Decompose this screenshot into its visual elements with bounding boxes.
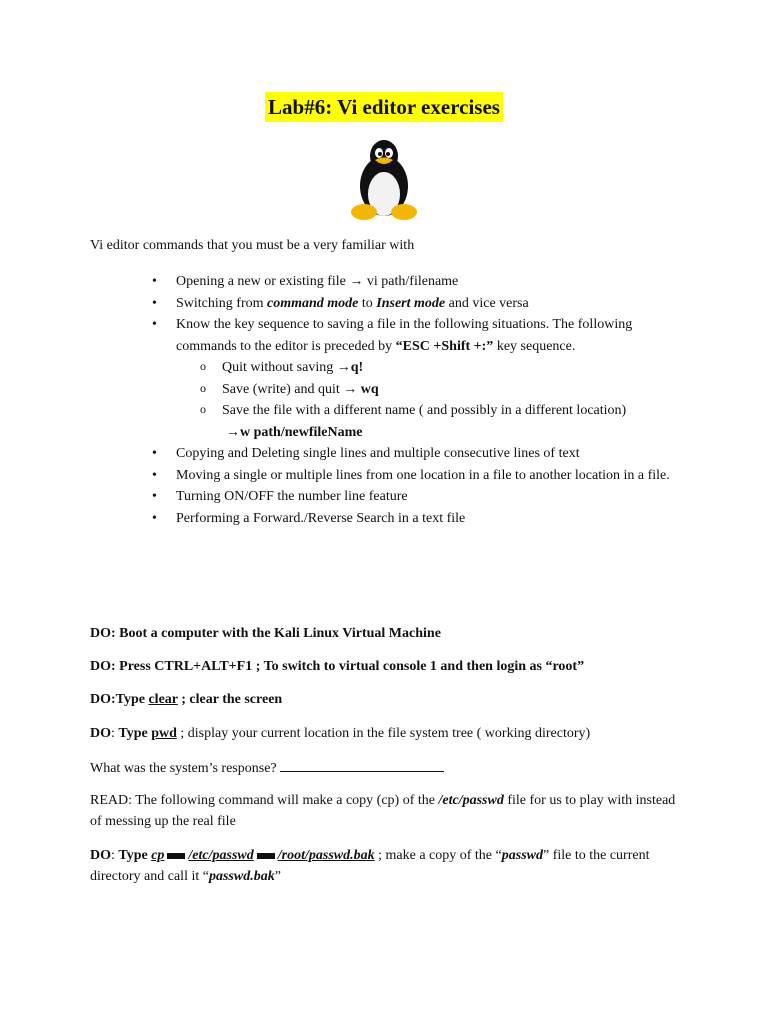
separator: : — [111, 726, 119, 741]
item-text: Quit without saving — [222, 360, 337, 375]
tux-penguin-logo — [344, 138, 424, 222]
command-cp: cp — [151, 848, 165, 863]
separator: : — [111, 848, 119, 863]
list-item: • Turning ON/OFF the number line feature — [148, 486, 688, 508]
item-emphasis: “ESC +Shift +:” — [395, 338, 494, 354]
file-name: passwd.bak — [208, 869, 275, 884]
item-text: to — [358, 295, 377, 311]
read-text: file for us to play with instead of messing up the real file — [90, 793, 676, 829]
commands-list — [148, 271, 688, 529]
item-emphasis: command mode — [267, 295, 359, 311]
command-clear: clear — [148, 692, 178, 707]
do-label: DO — [90, 848, 111, 863]
item-command: q! — [350, 360, 364, 375]
space-marker — [167, 853, 185, 859]
sub-list-item — [198, 379, 688, 401]
item-text: Opening a new or existing file — [176, 274, 350, 289]
arrow-icon: → — [343, 381, 358, 397]
arrow-icon: → — [336, 360, 351, 375]
item-text: Save the file with a different name ( and possibly in a different location) — [222, 403, 627, 418]
do-clear-instruction — [90, 689, 282, 710]
read-note — [90, 790, 690, 832]
item-command: vi path/filename — [366, 274, 459, 289]
file-name: passwd — [501, 848, 543, 863]
item-command: wq — [357, 381, 379, 397]
arrow-icon: → — [349, 274, 364, 289]
instruction-text: ; make a copy of the “ — [374, 848, 502, 863]
command-dest-path: /root/passwd.bak — [277, 848, 375, 863]
instruction-text: ” file to the current directory and call it “ — [90, 848, 650, 884]
command-source-path: /etc/passwd — [188, 848, 254, 863]
do-boot-instruction: DO: Boot a computer with the Kali Linux Virtual Machine — [90, 626, 441, 641]
intro-text: Vi editor commands that you must be a very familiar with — [90, 238, 415, 253]
read-text: READ: The following command will make a copy (cp) of the — [90, 793, 439, 808]
arrow-icon: → — [226, 424, 240, 440]
type-label: Type — [118, 726, 152, 741]
question-text: What was the system’s response? — [90, 761, 281, 776]
space-marker — [257, 853, 275, 859]
item-text: Switching from — [176, 295, 267, 311]
sub-list-item — [198, 400, 688, 443]
instruction-text: ; clear the screen — [177, 692, 283, 707]
instruction-text: ” — [274, 869, 281, 884]
do-console-instruction: DO: Press CTRL+ALT+F1 ; To switch to virtual console 1 and then login as “root” — [90, 659, 585, 674]
do-copy-instruction — [90, 845, 690, 887]
file-path: /etc/passwd — [438, 793, 504, 808]
list-item: • Moving a single or multiple lines from one location in a file to another location in a file. — [148, 465, 688, 487]
sub-list-item — [198, 357, 688, 379]
item-text: and vice versa — [445, 295, 529, 311]
do-pwd-instruction — [90, 723, 590, 744]
type-label: Type — [118, 848, 152, 863]
item-text: Save (write) and quit — [222, 381, 344, 397]
do-label: DO:Type — [90, 692, 149, 707]
instruction-text: ; display your current location in the file system tree ( working directory) — [176, 726, 591, 741]
save-options-list — [176, 357, 688, 443]
answer-blank — [280, 757, 444, 772]
title-container — [0, 92, 768, 122]
item-command: w path/newfileName — [240, 424, 363, 440]
do-label: DO — [90, 726, 111, 741]
list-item: • Performing a Forward./Reverse Search in a text file — [148, 508, 688, 530]
question-line — [90, 757, 444, 779]
command-pwd: pwd — [151, 726, 177, 741]
item-text: Know the key sequence to saving a file in the following situations. The following commands to the editor is preceded by — [176, 317, 633, 354]
item-text: key sequence. — [493, 338, 576, 354]
list-item: • Copying and Deleting single lines and multiple consecutive lines of text — [148, 443, 688, 465]
list-item — [148, 314, 688, 443]
page-title: Lab#6: Vi editor exercises — [265, 92, 503, 122]
list-item — [148, 293, 688, 315]
item-emphasis: Insert mode — [376, 295, 446, 311]
list-item — [148, 271, 688, 293]
